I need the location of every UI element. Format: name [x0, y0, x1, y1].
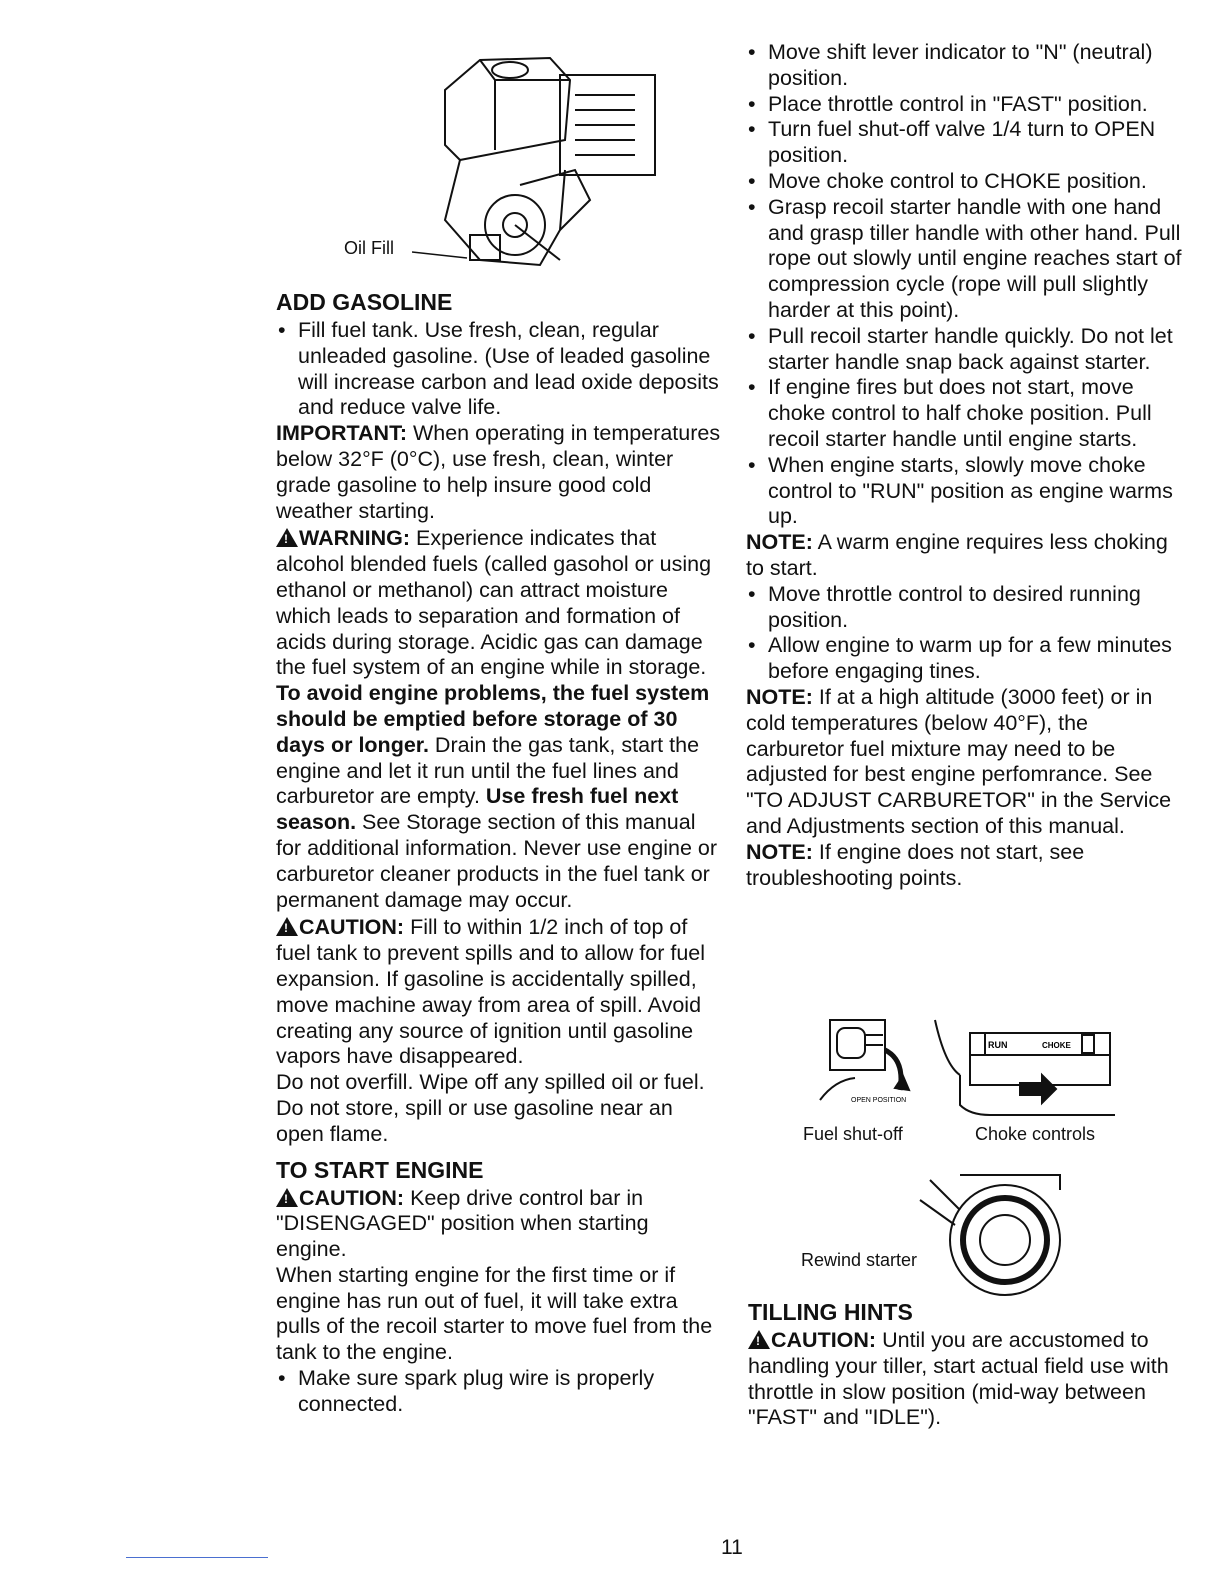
- list-item: • Allow engine to warm up for a few minutes before engaging tines.: [746, 633, 1186, 685]
- start-caution-text: Keep drive control bar in "DISENGAGED" position when starting engine.: [276, 1185, 649, 1262]
- note-label: NOTE:: [746, 684, 813, 709]
- tilling-hints-heading: TILLING HINTS: [748, 1299, 913, 1325]
- important-label: IMPORTANT:: [276, 421, 407, 446]
- important-text: When operating in temperatures below 32°F (0°C), use fresh, clean, winter grade gasoline to help insure good cold weather starting.: [276, 421, 721, 523]
- list-item: • Pull recoil starter handle quickly. Do not let starter handle snap back against starter.: [746, 324, 1186, 376]
- list-item: • When engine starts, slowly move choke control to "RUN" position as engine warms up.: [746, 453, 1186, 530]
- caution-icon: [276, 917, 298, 936]
- note-text: If engine does not start, see troubleshooting points.: [746, 839, 1085, 890]
- warning-bold-fresh-fuel: Use fresh fuel next season.: [276, 784, 679, 835]
- fuel-shutoff-illustration: [815, 1010, 925, 1120]
- tilling-caution-paragraph: [748, 1328, 1188, 1431]
- warning-paragraph: [276, 526, 721, 913]
- important-paragraph: [276, 421, 721, 524]
- list-item: • Place throttle control in "FAST" position.: [746, 92, 1186, 118]
- right-column: [746, 40, 1186, 891]
- choke-controls-caption: Choke controls: [975, 1124, 1096, 1144]
- add-gasoline-heading: ADD GASOLINE: [276, 289, 453, 315]
- scan-artifact-line: [126, 1557, 268, 1558]
- warm-up-list: [746, 582, 1186, 685]
- list-item: • Grasp recoil starter handle with one hand and grasp tiller handle with other hand. Pull rope out slowly until engine reaches start of compression cycle (rope will pull slightly harder at this point).: [746, 195, 1186, 324]
- page-number: 11: [721, 1536, 743, 1559]
- tilling-caution-label: CAUTION:: [771, 1328, 877, 1352]
- rewind-starter-illustration: [900, 1170, 1070, 1300]
- warning-text-drain: Drain the gas tank, start the engine and let it run until the fuel lines and carburetor are empty.: [276, 732, 700, 809]
- list-item: • Move choke control to CHOKE position.: [746, 169, 1186, 195]
- note-troubleshooting: [746, 840, 1186, 892]
- list-item: • Make sure spark plug wire is properly connected.: [276, 1366, 721, 1418]
- list-item: • If engine fires but does not start, move choke control to half choke position. Pull recoil starter handle until engine starts.: [746, 375, 1186, 452]
- run-label: RUN: [988, 1040, 1008, 1050]
- warning-text: Experience indicates that alcohol blended fuels (called gasohol or using ethanol or methanol) can attract moisture which leads to separation and formation of acids during storage. Acidic gas can damage the fuel system of an engine while in storage.: [276, 526, 712, 680]
- start-caution-label: CAUTION:: [299, 1185, 405, 1210]
- warning-icon: [276, 528, 298, 547]
- add-gasoline-list: [276, 318, 721, 421]
- warning-bold-storage: To avoid engine problems, the fuel system should be emptied before storage of 30 days or longer.: [276, 681, 710, 757]
- list-item: • Move throttle control to desired running position.: [746, 582, 1186, 634]
- fuel-shutoff-caption: Fuel shut-off: [803, 1124, 903, 1144]
- start-steps-list: [746, 40, 1186, 530]
- start-engine-list: [276, 1366, 721, 1418]
- note-label: NOTE:: [746, 530, 813, 555]
- caution-label: CAUTION:: [299, 915, 405, 940]
- caution-text: Fill to within 1/2 inch of top of fuel tank to prevent spills and to allow for fuel expansion. If gasoline is accidentally spilled, move machine away from area of spill. Avoid creating any source of ignition until gasoline vapors have disappeared.: [276, 915, 706, 1069]
- note-text: If at a high altitude (3000 feet) or in cold temperatures (below 40°F), the carburetor fuel mixture may need to be adjusted for best engine perfomrance. See "TO ADJUST CARBURETOR" in the Service and Adjustments section of this manual.: [746, 684, 1172, 838]
- overfill-paragraph: Do not overfill. Wipe off any spilled oil or fuel. Do not store, spill or use gasoline near an open flame.: [276, 1070, 705, 1146]
- oil-fill-label: Oil Fill: [344, 238, 394, 258]
- list-item: • Move shift lever indicator to "N" (neutral) position.: [746, 40, 1186, 92]
- note-warm-engine: [746, 530, 1186, 582]
- list-item: • Turn fuel shut-off valve 1/4 turn to OPEN position.: [746, 117, 1186, 169]
- left-column: [276, 288, 721, 1418]
- tilling-hints-section: [748, 1298, 1188, 1431]
- note-altitude: [746, 685, 1186, 840]
- choke-controls-illustration: [930, 1015, 1120, 1120]
- open-position-label: OPEN POSITION: [851, 1097, 907, 1104]
- choke-label: CHOKE: [1042, 1041, 1071, 1050]
- first-time-paragraph: When starting engine for the first time or if engine has run out of fuel, it will take extra pulls of the recoil starter to move fuel from the tank to the engine.: [276, 1262, 713, 1365]
- list-item: • Fill fuel tank. Use fresh, clean, regular unleaded gasoline. (Use of leaded gasoline will increase carbon and lead oxide deposits and reduce valve life.: [276, 318, 721, 421]
- caution-icon: [748, 1330, 770, 1349]
- warning-text-storage: See Storage section of this manual for additional information. Never use engine or carburetor cleaner products in the fuel tank or permanent damage may occur.: [276, 810, 718, 912]
- warning-label: WARNING:: [299, 526, 411, 551]
- note-label: NOTE:: [746, 839, 813, 864]
- caution-icon: [276, 1188, 298, 1207]
- oil-fill-leader-line: [412, 244, 472, 264]
- rewind-starter-caption: Rewind starter: [801, 1250, 918, 1270]
- note-text: A warm engine requires less choking to start.: [746, 530, 1168, 580]
- start-caution-paragraph: [276, 1186, 721, 1263]
- start-engine-heading: TO START ENGINE: [276, 1156, 484, 1183]
- caution-paragraph: [276, 915, 721, 1070]
- tilling-caution-text: Until you are accustomed to handling your tiller, start actual field use with throttle in slow position (mid-way between "FAST" and "IDLE").: [748, 1328, 1169, 1430]
